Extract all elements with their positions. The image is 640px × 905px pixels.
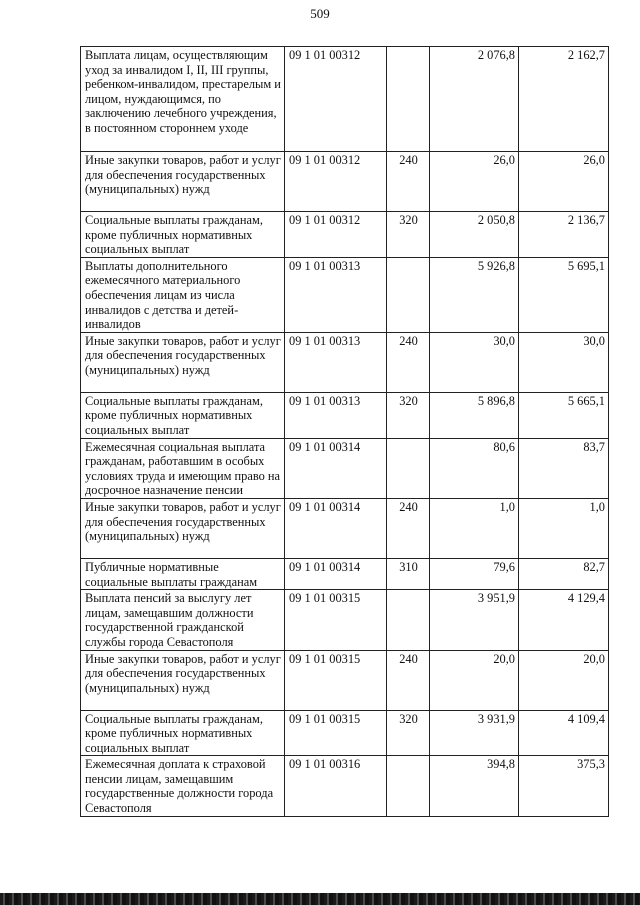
table-row [81, 47, 609, 152]
table-row [81, 558, 609, 589]
table-row [81, 438, 609, 498]
row-amount-year1: 2 050,8 [430, 212, 519, 258]
row-amount-year2: 1,0 [519, 498, 609, 558]
row-amount-year1: 20,0 [430, 650, 519, 710]
row-amount-year2: 5 665,1 [519, 392, 609, 438]
table-row [81, 710, 609, 756]
row-name: Иные закупки товаров, работ и услуг для обеспечения государственных (муниципальных) нужд [81, 498, 285, 558]
table-row [81, 332, 609, 392]
table-row [81, 212, 609, 258]
row-amount-year2: 26,0 [519, 152, 609, 212]
row-code: 09 1 01 00316 [285, 756, 387, 816]
row-amount-year1: 394,8 [430, 756, 519, 816]
row-name: Иные закупки товаров, работ и услуг для обеспечения государственных (муниципальных) нужд [81, 152, 285, 212]
row-amount-year1: 26,0 [430, 152, 519, 212]
row-expense-type [387, 47, 430, 152]
row-name: Ежемесячная социальная выплата гражданам, работавшим в особых условиях труда и имеющим право на досрочное назначение пенсии [81, 438, 285, 498]
row-amount-year1: 3 931,9 [430, 710, 519, 756]
row-amount-year2: 4 129,4 [519, 590, 609, 650]
row-expense-type: 320 [387, 710, 430, 756]
row-code: 09 1 01 00314 [285, 438, 387, 498]
row-code: 09 1 01 00313 [285, 392, 387, 438]
table-row [81, 392, 609, 438]
row-expense-type: 320 [387, 392, 430, 438]
row-amount-year1: 80,6 [430, 438, 519, 498]
row-code: 09 1 01 00315 [285, 650, 387, 710]
row-amount-year2: 20,0 [519, 650, 609, 710]
scan-edge-band [0, 893, 640, 905]
row-code: 09 1 01 00315 [285, 590, 387, 650]
row-amount-year1: 3 951,9 [430, 590, 519, 650]
row-expense-type [387, 257, 430, 332]
row-expense-type: 240 [387, 650, 430, 710]
budget-table [80, 46, 609, 817]
row-name: Ежемесячная доплата к страховой пенсии лицам, замещавшим государственные должности города Севастополя [81, 756, 285, 816]
row-name: Выплаты дополнительного ежемесячного материального обеспечения лицам из числа инвалидов с детства и детей-инвалидов [81, 257, 285, 332]
row-amount-year1: 5 896,8 [430, 392, 519, 438]
table-row [81, 590, 609, 650]
row-amount-year2: 4 109,4 [519, 710, 609, 756]
row-code: 09 1 01 00313 [285, 332, 387, 392]
row-amount-year1: 5 926,8 [430, 257, 519, 332]
row-expense-type: 310 [387, 558, 430, 589]
row-name: Иные закупки товаров, работ и услуг для обеспечения государственных (муниципальных) нужд [81, 650, 285, 710]
row-amount-year2: 5 695,1 [519, 257, 609, 332]
row-name: Социальные выплаты гражданам, кроме публичных нормативных социальных выплат [81, 710, 285, 756]
row-expense-type: 240 [387, 332, 430, 392]
row-code: 09 1 01 00312 [285, 212, 387, 258]
row-code: 09 1 01 00313 [285, 257, 387, 332]
table-row [81, 650, 609, 710]
row-amount-year2: 82,7 [519, 558, 609, 589]
row-amount-year1: 2 076,8 [430, 47, 519, 152]
row-expense-type [387, 590, 430, 650]
row-expense-type: 240 [387, 498, 430, 558]
row-code: 09 1 01 00312 [285, 152, 387, 212]
row-amount-year2: 375,3 [519, 756, 609, 816]
row-amount-year1: 30,0 [430, 332, 519, 392]
row-expense-type [387, 756, 430, 816]
row-name: Иные закупки товаров, работ и услуг для обеспечения государственных (муниципальных) нужд [81, 332, 285, 392]
row-code: 09 1 01 00315 [285, 710, 387, 756]
row-name: Выплата лицам, осуществляющим уход за инвалидом I, II, III группы, ребенком-инвалидом, престарелым и лицом, нуждающимся, по заключению лечебного учреждения, в постоянном стороннем уходе [81, 47, 285, 152]
row-code: 09 1 01 00314 [285, 498, 387, 558]
table-row [81, 152, 609, 212]
table-row [81, 756, 609, 816]
row-expense-type [387, 438, 430, 498]
row-name: Выплата пенсий за выслугу лет лицам, замещавшим должности государственной гражданской службы города Севастополя [81, 590, 285, 650]
table-row [81, 498, 609, 558]
row-name: Социальные выплаты гражданам, кроме публичных нормативных социальных выплат [81, 212, 285, 258]
row-name: Социальные выплаты гражданам, кроме публичных нормативных социальных выплат [81, 392, 285, 438]
row-amount-year1: 1,0 [430, 498, 519, 558]
table-row [81, 257, 609, 332]
row-amount-year2: 30,0 [519, 332, 609, 392]
row-amount-year2: 2 162,7 [519, 47, 609, 152]
row-code: 09 1 01 00314 [285, 558, 387, 589]
row-code: 09 1 01 00312 [285, 47, 387, 152]
row-expense-type: 240 [387, 152, 430, 212]
row-name: Публичные нормативные социальные выплаты гражданам [81, 558, 285, 589]
row-expense-type: 320 [387, 212, 430, 258]
row-amount-year2: 83,7 [519, 438, 609, 498]
page-number: 509 [310, 6, 330, 21]
row-amount-year2: 2 136,7 [519, 212, 609, 258]
row-amount-year1: 79,6 [430, 558, 519, 589]
